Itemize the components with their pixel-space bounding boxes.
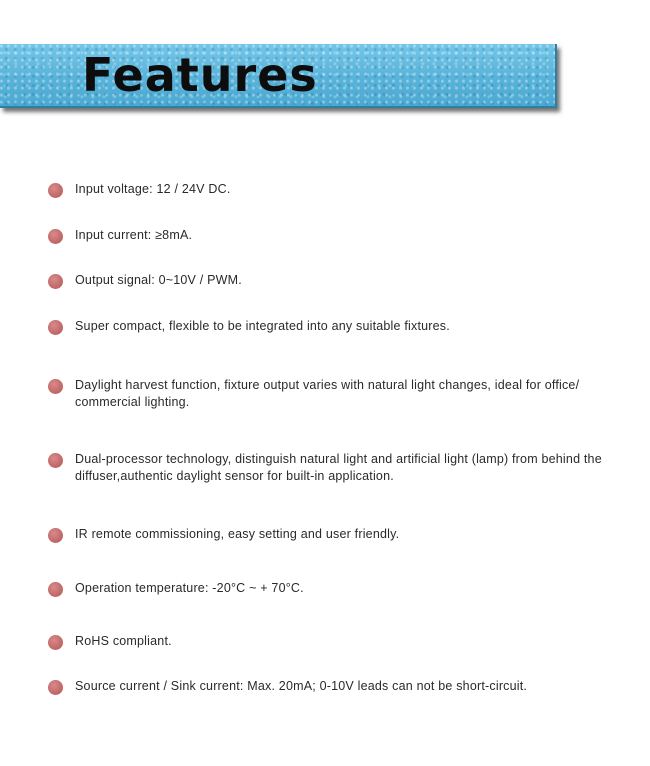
feature-text: RoHS compliant. bbox=[75, 634, 172, 648]
list-item bbox=[48, 580, 628, 597]
bullet-icon bbox=[48, 582, 63, 597]
page-title: Features bbox=[82, 48, 318, 102]
list-item bbox=[48, 526, 628, 543]
feature-text: Daylight harvest function, fixture output varies with natural light changes, ideal for office/ commercial lighting. bbox=[75, 378, 580, 409]
bullet-icon bbox=[48, 229, 63, 244]
list-item bbox=[48, 227, 628, 244]
feature-text: Input voltage: 12 / 24V DC. bbox=[75, 182, 231, 196]
feature-text: Dual-processor technology, distinguish natural light and artificial light (lamp) from behind the diffuser,authentic daylight sensor for built-in application. bbox=[75, 452, 602, 483]
feature-text: Operation temperature: -20°C ~ + 70°C. bbox=[75, 581, 304, 595]
bullet-icon bbox=[48, 183, 63, 198]
bullet-icon bbox=[48, 680, 63, 695]
bullet-icon bbox=[48, 379, 63, 394]
bullet-icon bbox=[48, 320, 63, 335]
feature-text: Output signal: 0~10V / PWM. bbox=[75, 273, 242, 287]
features-banner bbox=[0, 44, 557, 108]
list-item bbox=[48, 633, 628, 650]
list-item bbox=[48, 377, 628, 411]
feature-text: Source current / Sink current: Max. 20mA; 0-10V leads can not be short-circuit. bbox=[75, 679, 528, 693]
bullet-icon bbox=[48, 528, 63, 543]
bullet-icon bbox=[48, 635, 63, 650]
list-item bbox=[48, 678, 628, 695]
feature-text: Input current: ≥8mA. bbox=[75, 228, 193, 242]
bullet-icon bbox=[48, 274, 63, 289]
bullet-icon bbox=[48, 453, 63, 468]
list-item bbox=[48, 318, 628, 335]
feature-text: Super compact, flexible to be integrated into any suitable fixtures. bbox=[75, 319, 450, 333]
list-item bbox=[48, 181, 628, 198]
list-item bbox=[48, 272, 628, 289]
feature-text: IR remote commissioning, easy setting and user friendly. bbox=[75, 527, 400, 541]
list-item bbox=[48, 451, 628, 485]
